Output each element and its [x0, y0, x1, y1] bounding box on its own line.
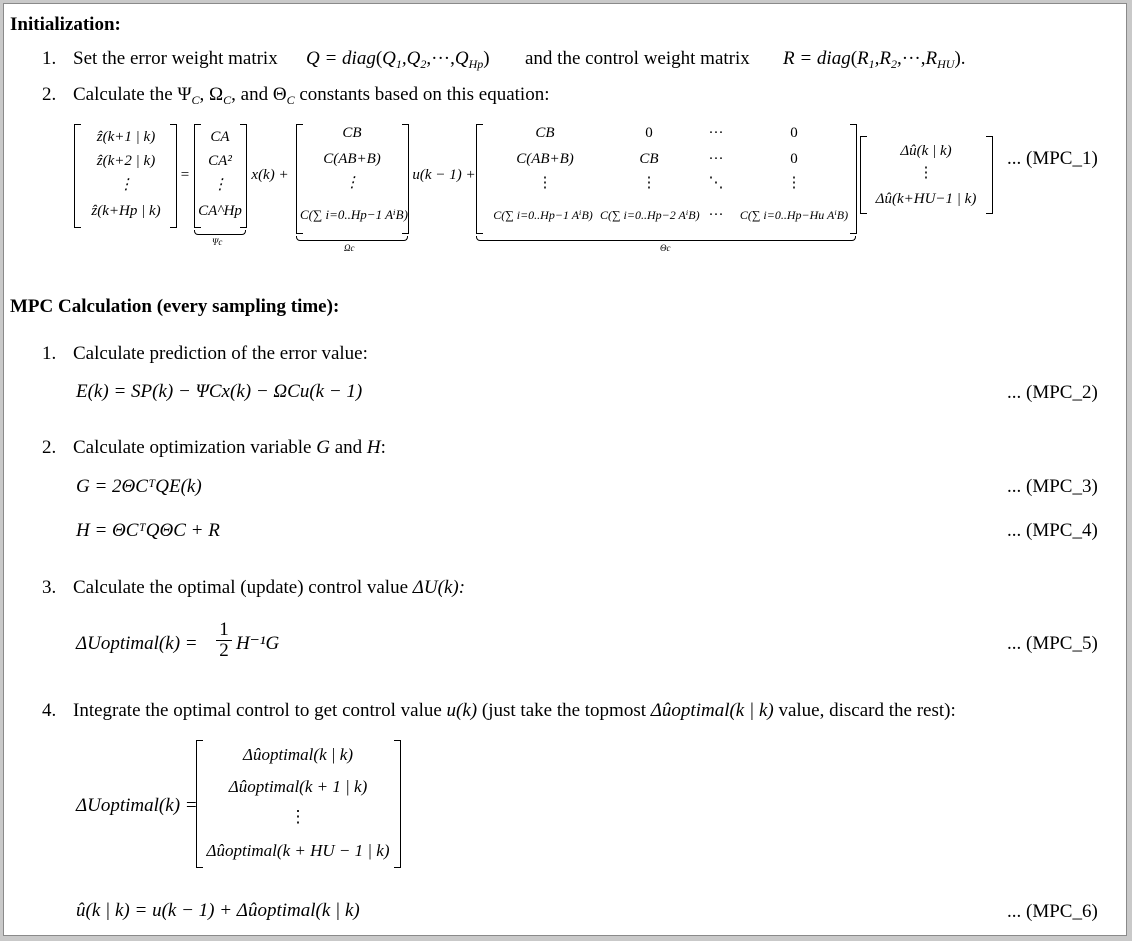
zhat-row-2: ẑ(k+2 | k): [96, 153, 156, 169]
theta-r4-c3: ···: [708, 207, 724, 223]
omega-row-1: CB: [342, 125, 362, 141]
omega-row-2: C(AB+B): [323, 151, 381, 167]
theta-r4-c1: C(∑ i=0..Hp−1 AⁱB): [493, 208, 593, 222]
psi-underbrace: [194, 230, 246, 235]
vector-row-1: Δûoptimal(k | k): [242, 745, 353, 764]
du-row-3: Δû(k+HU−1 | k): [875, 191, 977, 207]
psi-brace-label: Ψc: [212, 237, 223, 247]
mpc5-fraction: [216, 620, 232, 661]
theta-brace-label: Θc: [660, 243, 671, 253]
init-step2-text: Calculate the $\Psi_C$, $\Omega_C$, and $\Theta_C$ constants based on this equation:: [73, 84, 550, 107]
mpc5-tag: ... (MPC_5): [1007, 633, 1098, 654]
mpc5-denominator: 2: [219, 640, 229, 661]
du-row-1: Δû(k | k): [900, 143, 952, 159]
theta-r1-c2: 0: [645, 125, 653, 141]
theta-r4-c4: C(∑ i=0..Hp−Hu AⁱB): [739, 208, 849, 222]
mpc1-tag: ... (MPC_1): [1007, 148, 1098, 169]
calc-step2-number: 2.: [42, 437, 57, 458]
init-step1-r-formula: $R = diag(R_1,R_2,\cdot\cdot\cdot,R_{HU})$.: [783, 48, 966, 71]
mpc2-tag: ... (MPC_2): [1007, 382, 1098, 403]
mpc6-tag: ... (MPC_6): [1007, 901, 1098, 922]
zhat-row-3: ⋮: [118, 177, 134, 193]
vector-row-3: ⋮: [289, 807, 307, 826]
theta-r1-c3: ···: [708, 125, 724, 141]
vector-lhs: ΔUoptimal(k) =: [76, 795, 198, 816]
calc-step2-text: Calculate optimization variable G and H:: [73, 437, 386, 458]
omega-underbrace: [296, 236, 408, 241]
vector-row-2: Δûoptimal(k + 1 | k): [228, 777, 368, 796]
init-step2-number: 2.: [42, 84, 57, 105]
omega-row-3: ⋮: [344, 175, 360, 191]
du-row-2: ⋮: [918, 165, 934, 181]
mpc4-equation: H = ΘCᵀQΘC + R: [76, 520, 220, 541]
mpc4-tag: ... (MPC_4): [1007, 520, 1098, 541]
theta-r2-c1: C(AB+B): [516, 151, 574, 167]
calc-step4-number: 4.: [42, 700, 57, 721]
calc-step4-text: Integrate the optimal control to get control value u(k) (just take the topmost Δûoptimal(k | k) value, discard the rest):: [73, 700, 956, 721]
omega-row-4: C(∑ i=0..Hp−1 AⁱB): [300, 207, 408, 222]
theta-r1-c4: 0: [790, 125, 798, 141]
theta-r3-c2: ⋮: [641, 175, 657, 191]
mpc6-equation: û(k | k) = u(k − 1) + Δûoptimal(k | k): [76, 900, 360, 921]
theta-symbol: $\Theta_C$: [272, 84, 295, 107]
psi-row-1: CA: [210, 129, 230, 145]
psi-row-2: CA²: [208, 153, 232, 169]
mpc3-equation: G = 2ΘCᵀQE(k): [76, 476, 202, 497]
theta-right-bracket: [850, 124, 857, 234]
calc-step3-number: 3.: [42, 577, 57, 598]
zhat-row-4: ẑ(k+Hp | k): [91, 203, 161, 219]
document-page: [3, 3, 1127, 936]
calc-step3-text: Calculate the optimal (update) control value ΔU(k):: [73, 577, 466, 598]
init-step1-q-formula: $Q = diag(Q_1,Q_2,\cdot\cdot\cdot,Q_{Hp})$: [306, 48, 490, 71]
init-step1-number: 1.: [42, 48, 57, 69]
theta-r3-c4: ⋮: [786, 175, 802, 191]
theta-r2-c4: 0: [790, 151, 798, 167]
theta-underbrace: [476, 236, 856, 241]
theta-r4-c2: C(∑ i=0..Hp−2 AⁱB): [600, 208, 700, 222]
mpc3-tag: ... (MPC_3): [1007, 476, 1098, 497]
mpc5-rhs: H⁻¹G: [236, 633, 280, 654]
mpc1-uk1-term: u(k − 1) +: [412, 167, 476, 183]
theta-r2-c3: ···: [708, 151, 724, 167]
theta-r3-c3: ⋱: [708, 175, 724, 191]
mpc2-equation: E(k) = SP(k) − ΨCx(k) − ΩCu(k − 1): [76, 381, 363, 402]
omega-brace-label: Ωc: [344, 243, 355, 253]
omega-symbol: $\Omega_C$: [209, 84, 232, 107]
mpc1-equals: =: [180, 167, 190, 183]
mpc1-xk-term: x(k) +: [251, 167, 289, 183]
vector-row-4: Δûoptimal(k + HU − 1 | k): [206, 841, 390, 860]
zhat-row-1: ẑ(k+1 | k): [96, 129, 156, 145]
psi-row-3: ⋮: [212, 177, 228, 193]
calc-heading: MPC Calculation (every sampling time):: [10, 296, 340, 317]
theta-r1-c1: CB: [535, 125, 555, 141]
calc-step1-text: Calculate prediction of the error value:: [73, 343, 368, 364]
theta-r3-c1: ⋮: [537, 175, 553, 191]
init-step1-text-a: Set the error weight matrix: [73, 48, 278, 69]
calc-step1-number: 1.: [42, 343, 57, 364]
init-step1-text-b: and the control weight matrix: [525, 48, 750, 69]
mpc5-numerator: 1: [216, 620, 232, 641]
psi-row-4: CA^Hp: [198, 203, 242, 219]
theta-r2-c2: CB: [639, 151, 659, 167]
mpc5-lhs: ΔUoptimal(k) =: [76, 633, 198, 654]
psi-symbol: $\Psi_C$: [177, 84, 200, 107]
init-heading: Initialization:: [10, 14, 121, 35]
